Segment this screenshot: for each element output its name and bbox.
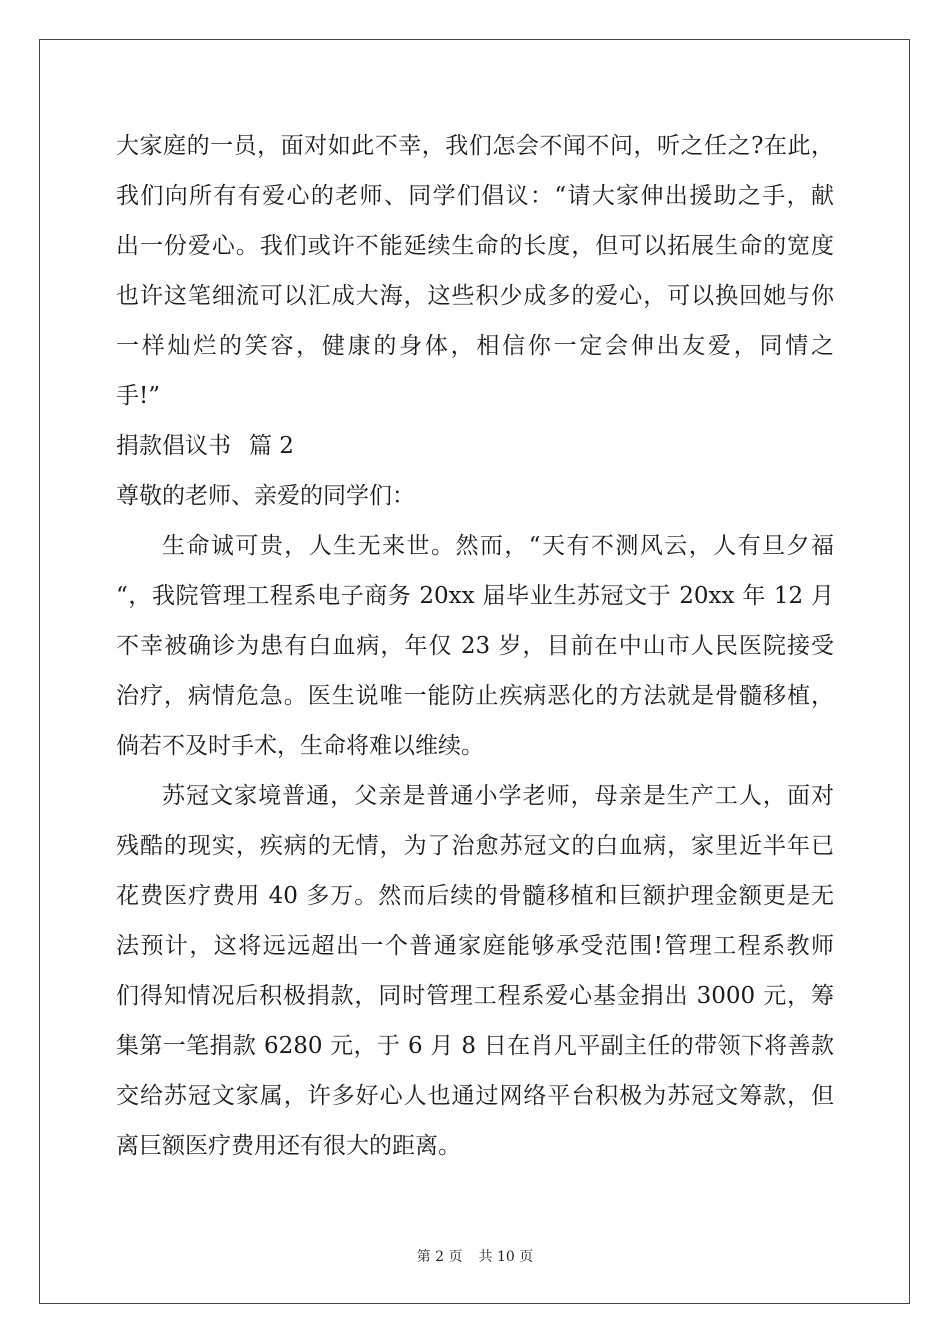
section-heading [116,421,834,471]
paragraph-line: 离巨额医疗费用还有很大的距离。 [116,1133,461,1159]
paragraph-line: 苏冠文家境普通，父亲是普通小学老师，母亲是生产工人，面对 [162,783,834,809]
paragraph-line: 出一份爱心。我们或许不能延续生命的长度，但可以拓展生命的宽度 [116,233,834,259]
section-heading-title: 捐款倡议书 [116,433,231,459]
paragraph-line: 也许这笔细流可以汇成大海，这些积少成多的爱心，可以换回她与你 [116,283,834,309]
paragraph-line: 一样灿烂的笑容，健康的身体，相信你一定会伸出友爱，同情之 [116,333,834,359]
paragraph-line: 倘若不及时手术，生命将难以维续。 [116,733,484,759]
paragraph-line: 们得知情况后积极捐款，同时管理工程系爱心基金捐出 3000 元，筹 [116,983,834,1009]
page-number: 第 2 页 [416,1249,463,1265]
document-body [116,121,834,1171]
section-heading-number: 篇 2 [249,433,294,459]
paragraph-line: “，我院管理工程系电子商务 20xx 届毕业生苏冠文于 20xx 年 12 月 [116,583,834,609]
page-footer [0,1246,950,1266]
paragraph-line: 不幸被确诊为患有白血病，年仅 23 岁，目前在中山市人民医院接受 [116,633,834,659]
paragraph-line: 法预计，这将远远超出一个普通家庭能够承受范围!管理工程系教师 [116,933,834,959]
paragraph-line: 治疗，病情危急。医生说唯一能防止疾病恶化的方法就是骨髓移植， [116,683,834,709]
paragraph-line: 我们向所有有爱心的老师、同学们倡议：“请大家伸出援助之手，献 [116,183,834,209]
page-total: 共 10 页 [478,1249,534,1265]
paragraph-line: 大家庭的一员，面对如此不幸，我们怎会不闻不问，听之任之?在此， [116,133,834,159]
paragraph-line: 集第一笔捐款 6280 元，于 6 月 8 日在肖凡平副主任的带领下将善款 [116,1033,834,1059]
salutation: 尊敬的老师、亲爱的同学们： [116,483,415,509]
paragraph-line: 交给苏冠文家属，许多好心人也通过网络平台积极为苏冠文筹款，但 [116,1083,834,1109]
paragraph-line: 生命诚可贵，人生无来世。然而，“天有不测风云，人有旦夕福 [162,533,834,559]
paragraph-line: 残酷的现实，疾病的无情，为了治愈苏冠文的白血病，家里近半年已 [116,833,834,859]
paragraph-line: 花费医疗费用 40 多万。然而后续的骨髓移植和巨额护理金额更是无 [116,883,834,909]
paragraph-line: 手!” [116,383,161,409]
